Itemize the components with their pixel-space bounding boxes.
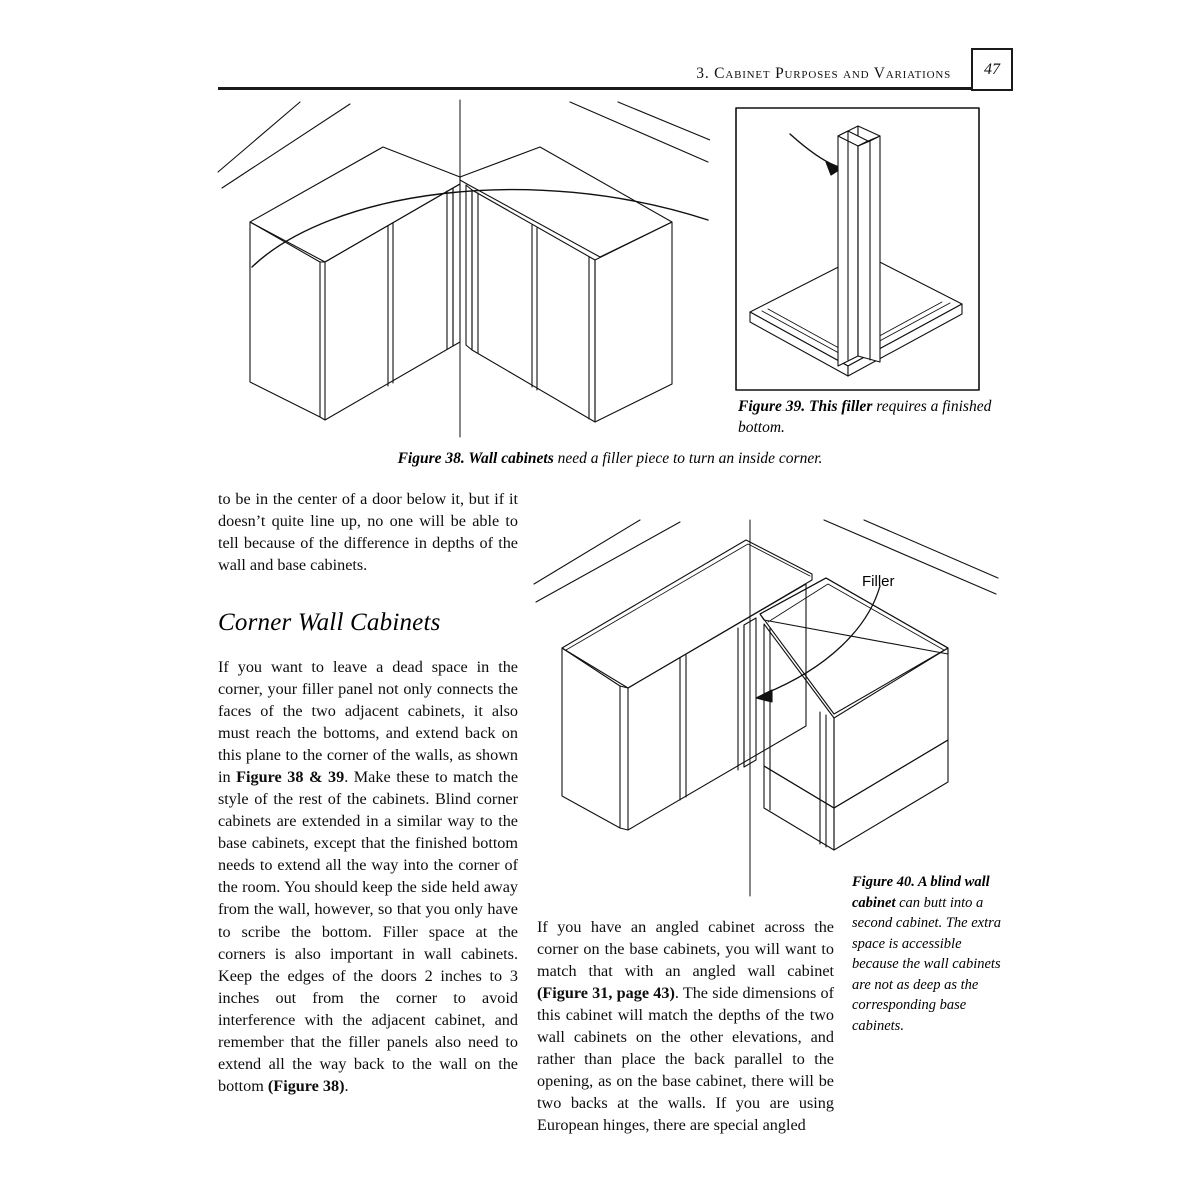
figure-38-caption-rest: need a filler piece to turn an inside corner. — [553, 450, 823, 467]
wall-lines-left — [218, 102, 350, 188]
left-paragraph-main — [218, 656, 518, 1097]
figure-40-caption — [852, 872, 1002, 1037]
middle-body-bold-1: (Figure 31, page 43) — [537, 984, 675, 1003]
middle-body-part-1: If you have an angled cabinet across the corner on the base cabinets, you will want to match that with an angled wall cabinet — [537, 918, 834, 981]
figure-39-caption — [738, 396, 1008, 439]
corner-filler-left — [453, 184, 460, 346]
left-body-part-3: . — [344, 1076, 349, 1095]
figure-40-illustration — [528, 508, 1008, 898]
page-number: 47 — [984, 60, 1000, 78]
figure-39-caption-bold: Figure 39. This filler — [738, 398, 873, 415]
page-number-box — [971, 48, 1013, 91]
figure-39-caption-rest: requires a finished bottom. — [738, 398, 992, 437]
figure-40-caption-bold: Figure 40. A blind wall cabinet — [852, 874, 990, 911]
wall-lines-right — [570, 102, 710, 162]
left-text-column — [218, 488, 518, 1097]
left-body-bold-2: (Figure 38) — [267, 1076, 345, 1095]
figure-38-illustration — [210, 92, 710, 442]
second-wall-cabinet — [760, 578, 948, 850]
middle-paragraph — [537, 916, 834, 1136]
middle-body-part-2: . The side dimensions of this cabinet will match the depths of the two wall cabinets on the other elevations, and rather than place the back parallel to the opening, as on the base cabinet, there will be two backs at the walls. If you are using European hinges, there are special angled — [537, 984, 834, 1135]
wall-lines-right — [824, 520, 998, 594]
figure-38-caption-bold: Figure 38. Wall cabinets — [397, 450, 554, 467]
figure-39-illustration — [730, 104, 985, 394]
section-heading-corner-wall-cabinets: Corner Wall Cabinets — [218, 609, 441, 637]
running-header — [218, 48, 1013, 90]
figure-40-caption-rest: can butt into a second cabinet. The extra space is accessible because the wall cabinets are not as deep as the corresponding base cabinets. — [852, 894, 1001, 1035]
corner-filler-right — [466, 185, 472, 350]
left-paragraph-continued: to be in the center of a door below it, but if it doesn’t quite line up, no one will be able to tell because of the difference in depths of the wall and base cabinets. — [218, 490, 518, 575]
left-cabinet — [250, 147, 460, 420]
wall-lines-left — [534, 520, 680, 602]
left-body-bold-1: Figure 38 & 39 — [236, 768, 345, 787]
left-body-part-2: . Make these to match the style of the rest of the cabinets. Blind corner cabinets are extended in a similar way to the base cabinets, except that the finished bottom needs to extend all the way into the corner of the room. You should keep the side held away from the wall, however, so that you only have to scribe the bottom. Filler space at the corners is also important in wall cabinets. Keep the edges of the doors 2 inches to 3 inches out from the corner to avoid interference with the adjacent cabinet, and remember that the filler panels also need to extend all the way back to the wall on the bottom — [218, 768, 519, 1095]
l-shaped-filler — [838, 126, 880, 366]
header-rule — [218, 87, 975, 90]
figure-38-caption — [210, 448, 1010, 469]
callout-arrow-to-inset — [252, 190, 708, 267]
figure-40-filler-label: Filler — [862, 573, 895, 590]
blind-wall-cabinet — [562, 540, 812, 830]
right-cabinet — [460, 147, 672, 422]
middle-text-column — [537, 916, 834, 1136]
header-title: 3. Cabinet Purposes and Variations — [696, 65, 951, 82]
left-body-part-1: If you want to leave a dead space in the corner, your filler panel not only connects the faces of the two adjacent cabinets, it also must reach the bottoms, and extend back on this plane to the corner of the walls, as shown in — [218, 658, 518, 787]
